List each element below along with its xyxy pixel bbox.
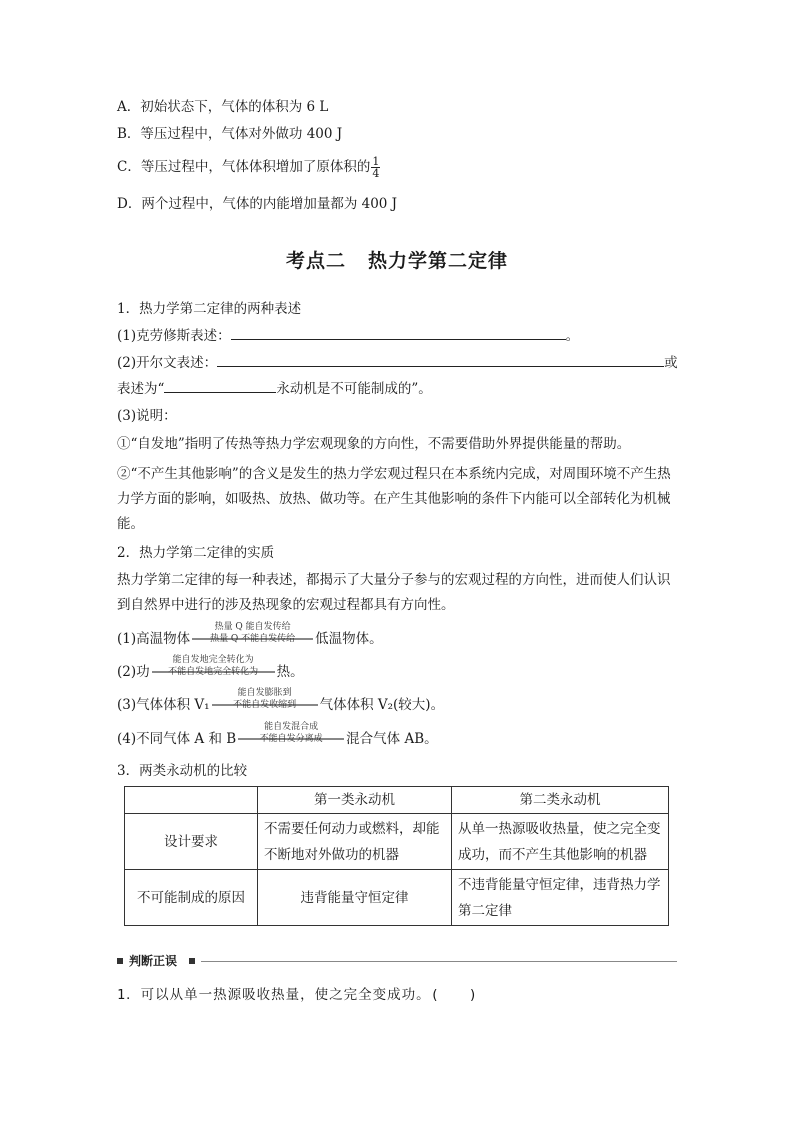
section-title-a: 考点二 xyxy=(285,250,346,272)
fraction-denominator: 4 xyxy=(372,167,380,180)
table-row-label: 不可能制成的原因 xyxy=(125,870,258,926)
note-2: ②“不产生其他影响”的含义是发生的热力学宏观过程只在本系统内完成，对周围环境不产生热力学方面的影响，如吸热、放热、做功等。在产生其他影响的条件下内能可以全部转化为机械能。 xyxy=(117,466,671,532)
essence-item-1 xyxy=(117,622,383,650)
square-bullet-icon xyxy=(117,958,123,964)
alt-prefix: 表述为“ xyxy=(117,381,165,397)
item4-right: 混合气体 AB。 xyxy=(346,731,438,747)
kelvin-line xyxy=(117,352,678,374)
table-row xyxy=(125,787,669,814)
table-cell: 不违背能量守恒定律，违背热力学第二定律 xyxy=(452,870,669,926)
table-row-label: 设计要求 xyxy=(125,814,258,870)
arrow-down-label: 热量 Q 不能自发传给 xyxy=(210,634,296,644)
judge-label: 判断正误 xyxy=(129,954,178,968)
section-title-b: 热力学第二定律 xyxy=(368,250,509,272)
option-a: A．初始状态下，气体的体积为 6 L xyxy=(117,99,329,115)
arrow-up-label: 能自发地完全转化为 xyxy=(172,655,254,665)
item3-left: (3)气体体积 V₁ xyxy=(117,697,210,713)
clausius-blank[interactable] xyxy=(231,325,566,340)
kelvin-end: 或 xyxy=(664,355,678,371)
divider xyxy=(201,961,677,962)
double-arrow xyxy=(210,688,320,716)
alt-line xyxy=(117,378,432,400)
arrow-up-label: 能自发混合成 xyxy=(264,722,319,732)
fraction-numerator: 1 xyxy=(372,155,380,168)
option-c xyxy=(117,156,380,179)
clausius-end: 。 xyxy=(565,328,580,344)
option-b: B．等压过程中，气体对外做功 400 J xyxy=(117,126,343,142)
double-arrow xyxy=(150,655,277,683)
essence-item-4 xyxy=(117,722,438,750)
table-row xyxy=(125,870,669,926)
item1-right: 低温物体。 xyxy=(315,631,383,647)
table-cell: 不需要任何动力或燃料，却能不断地对外做功的机器 xyxy=(258,814,452,870)
p3-heading: 3．两类永动机的比较 xyxy=(117,763,248,779)
double-arrow xyxy=(236,722,346,750)
table-header-cell: 第一类永动机 xyxy=(258,787,452,814)
square-bullet-icon xyxy=(189,958,195,964)
item4-left: (4)不同气体 A 和 B xyxy=(117,731,237,747)
arrow-down-label: 不能自发收缩到 xyxy=(233,700,297,710)
table-cell: 从单一热源吸收热量，使之完全变成功，而不产生其他影响的机器 xyxy=(452,814,669,870)
table-corner xyxy=(125,787,258,814)
double-arrow xyxy=(190,622,315,650)
table-header-cell: 第二类永动机 xyxy=(452,787,669,814)
section-title xyxy=(0,246,794,273)
note-1: ①“自发地”指明了传热等热力学宏观现象的方向性，不需要借助外界提供能量的帮助。 xyxy=(117,436,631,452)
clausius-prefix: (1)克劳修斯表述： xyxy=(117,328,231,344)
essence-item-3 xyxy=(117,688,445,716)
judge-question-1: 1．可以从单一热源吸收热量，使之完全变成功。( ) xyxy=(117,987,478,1003)
essence-item-2 xyxy=(117,655,304,683)
item1-left: (1)高温物体 xyxy=(117,631,191,647)
kelvin-blank[interactable] xyxy=(217,352,664,367)
arrow-down-label: 不能自发地完全转化为 xyxy=(168,667,259,677)
arrow-down-label: 不能自发分离成 xyxy=(259,734,323,744)
judge-section-header xyxy=(117,954,677,968)
p2-body: 热力学第二定律的每一种表述，都揭示了大量分子参与的宏观过程的方向性，进而使人们认识到自然界中进行的涉及热现象的宏观过程都具有方向性。 xyxy=(117,572,671,613)
item2-right: 热。 xyxy=(276,664,304,680)
note-title: (3)说明： xyxy=(117,408,177,424)
arrow-up-label: 热量 Q 能自发传给 xyxy=(214,622,291,632)
item2-left: (2)功 xyxy=(117,664,150,680)
arrow-up-label: 能自发膨胀到 xyxy=(237,688,292,698)
p1-heading: 1．热力学第二定律的两种表述 xyxy=(117,301,302,317)
item3-right: 气体体积 V₂(较大)。 xyxy=(319,697,445,713)
alt-suffix: 永动机是不可能制成的”。 xyxy=(276,381,432,397)
option-d: D．两个过程中，气体的内能增加量都为 400 J xyxy=(117,196,398,212)
p2-heading: 2．热力学第二定律的实质 xyxy=(117,545,275,561)
fraction xyxy=(371,156,380,179)
clausius-line xyxy=(117,325,579,347)
option-c-text: C．等压过程中，气体体积增加了原体积的 xyxy=(117,159,371,175)
table-row xyxy=(125,814,669,870)
table-cell: 违背能量守恒定律 xyxy=(258,870,452,926)
alt-blank[interactable] xyxy=(164,378,276,393)
kelvin-prefix: (2)开尔文表述： xyxy=(117,355,218,371)
comparison-table xyxy=(124,786,669,926)
